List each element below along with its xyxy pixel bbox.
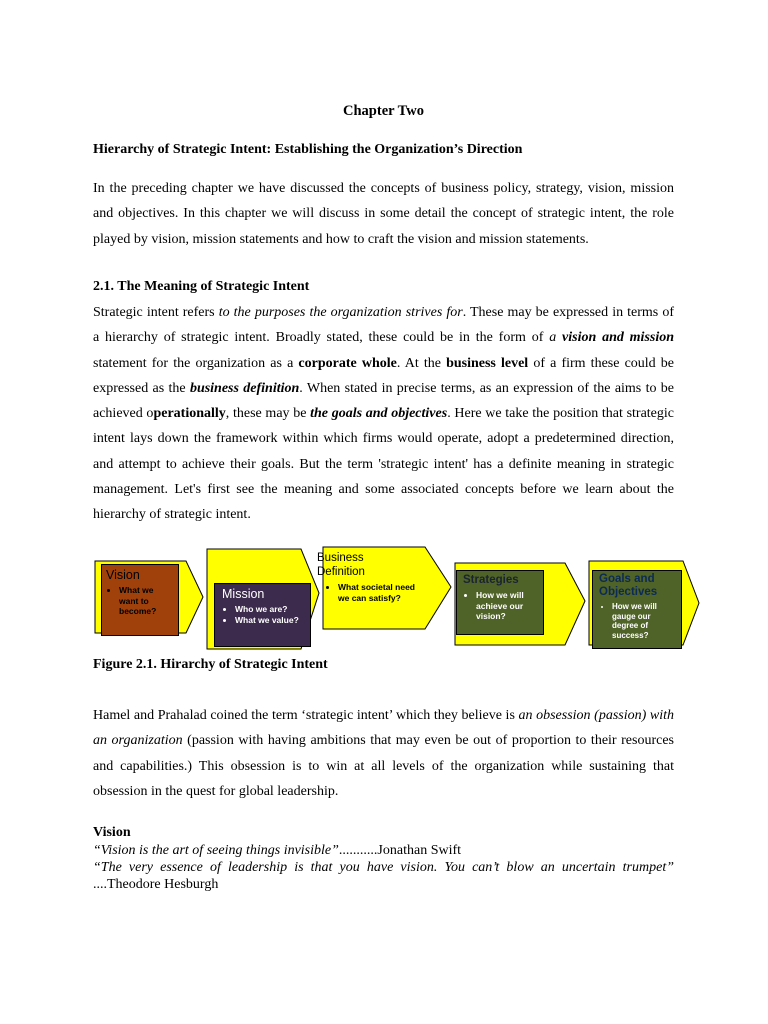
- goals-box: [592, 570, 682, 649]
- chapter-heading: Hierarchy of Strategic Intent: Establishing the Organization’s Direction: [93, 142, 523, 157]
- vision-quote-hesburgh: [93, 859, 674, 893]
- text-run: the goals and objectives: [310, 406, 448, 422]
- quote-text: “The very essence of leadership is that you have vision. You can’t blow an uncertain trumpet”: [93, 860, 674, 875]
- quote-attribution: ...........Jonathan Swift: [338, 843, 462, 858]
- strategic-intent-diagram: [93, 545, 703, 655]
- text-run: . When stated in precise terms, as an expression of the aims to be achieved o: [93, 380, 675, 422]
- business-definition-bullet: • What societal need we can satisfy?: [338, 582, 417, 603]
- goals-title: Goals and Objectives: [599, 573, 658, 598]
- mission-bullet: • What we value?: [235, 615, 303, 626]
- section-title-2-1: 2.1. The Meaning of Strategic Intent: [93, 279, 310, 294]
- vision-bullet: • What we want to become?: [119, 585, 174, 617]
- mission-bullet: • Who we are?: [235, 604, 303, 615]
- text-run: to the purposes the organization strives for: [218, 305, 463, 320]
- text-run: Hamel and Prahalad coined the term ‘strategic intent’ which they believe is: [93, 708, 519, 723]
- text-run: of a firm these could be expressed as the: [93, 355, 675, 396]
- text-run: corporate whole: [298, 355, 397, 371]
- text-run: . These may be expressed in terms of a hierarchy of strategic intent. Broadly stated, these could be in the form of: [93, 305, 674, 346]
- intro-paragraph: In the preceding chapter we have discussed the concepts of business policy, strategy, vision, mission and objectives. In this chapter we will discuss in some detail the concept of strategic intent, the role played by vision, mission statements and how to craft the vision and mission statements.: [93, 181, 674, 247]
- text-run: (passion with having ambitions that may even be out of proportion to their resources and capabilities.) This obsession is to win at all levels of the organization while sustaining that obsession in the quest for global leadership.: [93, 733, 675, 799]
- text-run: and mission: [596, 330, 675, 346]
- text-run: perationally: [153, 406, 226, 422]
- text-run: business level: [446, 355, 529, 371]
- figure-caption: Figure 2.1. Hirarchy of Strategic Intent: [93, 657, 328, 672]
- strategies-bullet: • How we will achieve our vision?: [476, 590, 537, 622]
- text-run: . At the: [396, 355, 447, 371]
- goals-bullet: • How we will gauge our degree of success?: [612, 602, 675, 640]
- mission-box: [214, 583, 311, 647]
- text-run: business definition: [189, 380, 300, 396]
- text-run: Strategic intent refers: [93, 305, 219, 320]
- mission-title: Mission: [222, 587, 265, 601]
- vision-heading: Vision: [93, 825, 131, 840]
- text-run: a: [549, 330, 563, 346]
- text-run: vision: [562, 330, 597, 346]
- quote-text: “Vision is the art of seeing things invisible”: [93, 843, 339, 858]
- strategies-title: Strategies: [463, 574, 519, 586]
- business-definition-title: Business Definition: [317, 552, 365, 578]
- vision-title: Vision: [106, 568, 140, 582]
- text-run: an obsession (passion) with an organization: [93, 708, 674, 749]
- text-run: , these may be: [225, 406, 311, 422]
- vision-quote-swift: [93, 842, 674, 859]
- strategies-box: [456, 570, 544, 635]
- business-definition-box: [317, 552, 417, 628]
- hamel-paragraph: [93, 703, 674, 804]
- text-run: . Here we take the position that strategic intent lays down the framework within which firms would operate, adopt a predetermined direction, and attempt to achieve their goals. But the term 'strategic intent' has a definite meaning in strategic management. Let's first see the meaning and some associated concepts before we learn about the hierarchy of strategic intent.: [93, 406, 674, 523]
- text-run: statement for the organization as a: [93, 355, 299, 371]
- vision-box: [101, 564, 179, 636]
- quote-attribution: ....Theodore Hesburgh: [93, 877, 219, 892]
- strategic-intent-paragraph: [93, 300, 674, 528]
- chapter-title: Chapter Two: [343, 103, 424, 119]
